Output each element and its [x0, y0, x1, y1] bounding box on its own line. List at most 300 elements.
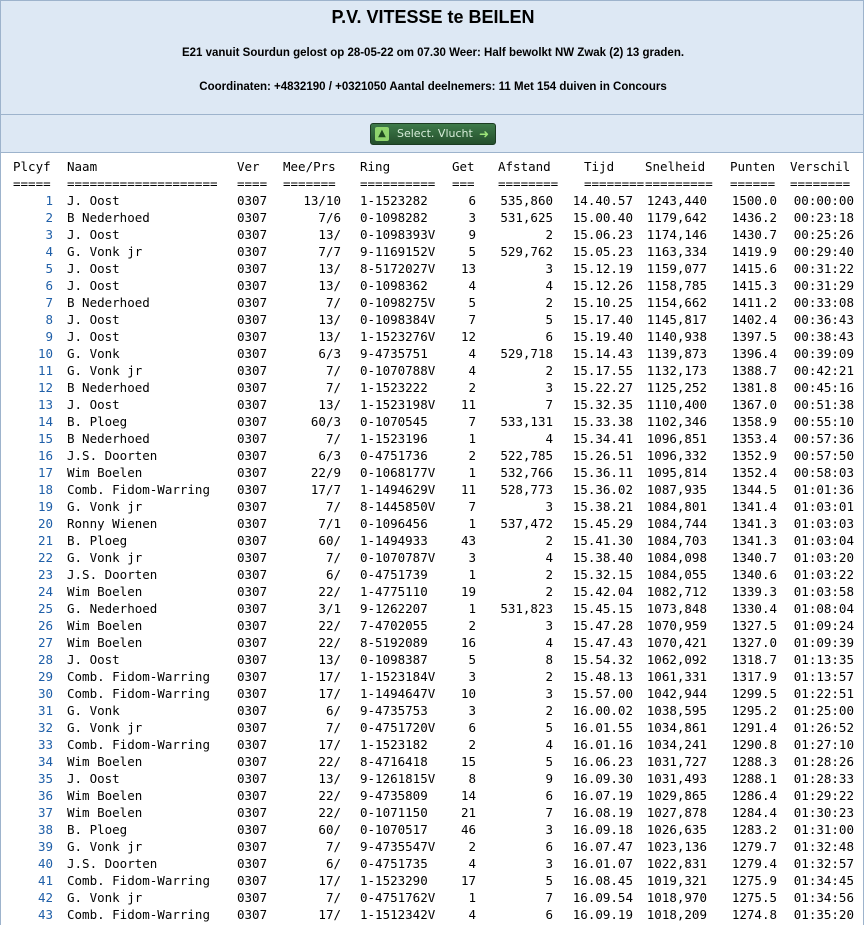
cell-ver: 0307: [237, 516, 268, 531]
cell-tijd: 15.45.29: [572, 516, 633, 531]
cell-afstand: 4: [545, 550, 553, 565]
cell-get: 4: [468, 856, 476, 871]
cell-place: 23: [37, 567, 53, 582]
cell-punten: 1274.8: [731, 907, 777, 922]
cell-place: 8: [45, 312, 53, 327]
table-row: [1, 821, 863, 838]
cell-snelheid: 1243,440: [646, 193, 707, 208]
table-row: [1, 906, 863, 923]
cell-get: 13: [460, 261, 476, 276]
cell-get: 1: [468, 431, 476, 446]
cell-verschil: 01:03:22: [793, 567, 854, 582]
cell-get: 6: [468, 720, 476, 735]
cell-snelheid: 1029,865: [646, 788, 707, 803]
table-row: [1, 634, 863, 651]
cell-mee-prs: 7/: [325, 839, 341, 854]
cell-ring: 1-1523182: [360, 737, 428, 752]
cell-place: 38: [37, 822, 53, 837]
cell-name: J. Oost: [67, 397, 120, 412]
cell-tijd: 16.01.55: [572, 720, 633, 735]
cell-afstand: 3: [545, 822, 553, 837]
cell-punten: 1341.4: [731, 499, 777, 514]
cell-verschil: 00:45:16: [793, 380, 854, 395]
cell-name: G. Vonk jr: [67, 244, 143, 259]
cell-ring: 0-1098362: [360, 278, 428, 293]
cell-name: Wim Boelen: [67, 635, 143, 650]
cell-ring: 8-4716418: [360, 754, 428, 769]
cell-verschil: 01:28:26: [793, 754, 854, 769]
cell-verschil: 01:03:01: [793, 499, 854, 514]
cell-verschil: 01:13:57: [793, 669, 854, 684]
column-header: Verschil: [790, 159, 851, 174]
cell-place: 32: [37, 720, 53, 735]
cell-snelheid: 1070,421: [646, 635, 707, 650]
cell-verschil: 01:03:58: [793, 584, 854, 599]
cell-tijd: 16.09.18: [572, 822, 633, 837]
table-row: [1, 668, 863, 685]
cell-snelheid: 1154,662: [646, 295, 707, 310]
cell-ring: 0-4751736: [360, 448, 428, 463]
cell-place: 4: [45, 244, 53, 259]
cell-place: 22: [37, 550, 53, 565]
cell-mee-prs: 22/: [318, 754, 341, 769]
cell-tijd: 16.09.54: [572, 890, 633, 905]
table-row: [1, 702, 863, 719]
cell-punten: 1317.9: [731, 669, 777, 684]
cell-ver: 0307: [237, 312, 268, 327]
cell-mee-prs: 7/: [325, 295, 341, 310]
cell-name: Comb. Fidom-Warring: [67, 907, 210, 922]
cell-tijd: 15.47.43: [572, 635, 633, 650]
cell-ring: 0-1071150: [360, 805, 428, 820]
cell-mee-prs: 6/3: [318, 346, 341, 361]
cell-snelheid: 1110,400: [646, 397, 707, 412]
cell-mee-prs: 7/: [325, 720, 341, 735]
cell-place: 10: [37, 346, 53, 361]
cell-afstand: 4: [545, 431, 553, 446]
cell-snelheid: 1031,493: [646, 771, 707, 786]
cell-name: J. Oost: [67, 227, 120, 242]
cell-afstand: 529,762: [500, 244, 553, 259]
cell-mee-prs: 3/1: [318, 601, 341, 616]
cell-place: 12: [37, 380, 53, 395]
cell-snelheid: 1038,595: [646, 703, 707, 718]
cell-ver: 0307: [237, 822, 268, 837]
cell-tijd: 15.48.13: [572, 669, 633, 684]
cell-ver: 0307: [237, 210, 268, 225]
table-row: [1, 243, 863, 260]
cell-snelheid: 1096,851: [646, 431, 707, 446]
table-row: [1, 379, 863, 396]
cell-snelheid: 1158,785: [646, 278, 707, 293]
column-header: Tijd: [584, 159, 615, 174]
cell-verschil: 01:34:45: [793, 873, 854, 888]
cell-afstand: 2: [545, 584, 553, 599]
cell-verschil: 01:27:10: [793, 737, 854, 752]
cell-get: 3: [468, 550, 476, 565]
cell-name: J. Oost: [67, 278, 120, 293]
cell-punten: 1291.4: [731, 720, 777, 735]
cell-name: J.S. Doorten: [67, 567, 158, 582]
cell-tijd: 15.42.04: [572, 584, 633, 599]
cell-ring: 0-1070787V: [360, 550, 436, 565]
cell-place: 3: [45, 227, 53, 242]
cell-name: G. Vonk jr: [67, 839, 143, 854]
cell-mee-prs: 6/: [325, 567, 341, 582]
cell-tijd: 15.12.19: [572, 261, 633, 276]
cell-punten: 1344.5: [731, 482, 777, 497]
cell-tijd: 16.09.30: [572, 771, 633, 786]
cell-mee-prs: 7/7: [318, 244, 341, 259]
column-separator: ==========: [360, 176, 436, 191]
cell-afstand: 2: [545, 703, 553, 718]
cell-mee-prs: 7/1: [318, 516, 341, 531]
table-row: [1, 396, 863, 413]
cell-afstand: 4: [545, 278, 553, 293]
cell-get: 4: [468, 278, 476, 293]
cell-afstand: 8: [545, 652, 553, 667]
cell-snelheid: 1096,332: [646, 448, 707, 463]
cell-ring: 1-1523222: [360, 380, 428, 395]
table-row: [1, 515, 863, 532]
column-separator: ========: [584, 176, 645, 191]
cell-name: J. Oost: [67, 652, 120, 667]
cell-tijd: 15.14.43: [572, 346, 633, 361]
column-header: Afstand: [498, 159, 551, 174]
cell-afstand: 2: [545, 533, 553, 548]
cell-tijd: 14.40.57: [572, 193, 633, 208]
cell-mee-prs: 7/: [325, 550, 341, 565]
cell-ring: 0-1070788V: [360, 363, 436, 378]
cell-snelheid: 1019,321: [646, 873, 707, 888]
cell-ring: 0-1098282: [360, 210, 428, 225]
cell-ver: 0307: [237, 431, 268, 446]
cell-ver: 0307: [237, 414, 268, 429]
cell-afstand: 528,773: [500, 482, 553, 497]
cell-verschil: 00:31:22: [793, 261, 854, 276]
cell-place: 35: [37, 771, 53, 786]
cell-ver: 0307: [237, 533, 268, 548]
cell-afstand: 6: [545, 839, 553, 854]
cell-verschil: 00:29:40: [793, 244, 854, 259]
cell-punten: 1341.3: [731, 533, 777, 548]
cell-ver: 0307: [237, 669, 268, 684]
cell-tijd: 16.01.07: [572, 856, 633, 871]
cell-verschil: 01:28:33: [793, 771, 854, 786]
select-flight-button[interactable]: [370, 123, 496, 145]
cell-afstand: 7: [545, 890, 553, 905]
cell-name: Wim Boelen: [67, 618, 143, 633]
cell-get: 1: [468, 601, 476, 616]
cell-snelheid: 1145,817: [646, 312, 707, 327]
column-header: Mee/Prs: [283, 159, 336, 174]
cell-ring: 1-1523196: [360, 431, 428, 446]
cell-verschil: 00:38:43: [793, 329, 854, 344]
cell-punten: 1330.4: [731, 601, 777, 616]
cell-afstand: 529,718: [500, 346, 553, 361]
cell-tijd: 15.36.02: [572, 482, 633, 497]
cell-snelheid: 1084,744: [646, 516, 707, 531]
cell-mee-prs: 60/: [318, 533, 341, 548]
cell-punten: 1275.5: [731, 890, 777, 905]
cell-verschil: 01:03:03: [793, 516, 854, 531]
cell-get: 7: [468, 499, 476, 514]
cell-snelheid: 1070,959: [646, 618, 707, 633]
cell-place: 5: [45, 261, 53, 276]
cell-snelheid: 1061,331: [646, 669, 707, 684]
table-row: [1, 736, 863, 753]
table-row: [1, 294, 863, 311]
cell-name: Ronny Wienen: [67, 516, 158, 531]
cell-name: Comb. Fidom-Warring: [67, 686, 210, 701]
cell-get: 21: [460, 805, 476, 820]
cell-mee-prs: 60/: [318, 822, 341, 837]
cell-tijd: 15.34.41: [572, 431, 633, 446]
cell-name: Wim Boelen: [67, 788, 143, 803]
cell-place: 24: [37, 584, 53, 599]
cell-ver: 0307: [237, 720, 268, 735]
cell-ring: 1-1494629V: [360, 482, 436, 497]
table-row: [1, 549, 863, 566]
cell-punten: 1396.4: [731, 346, 777, 361]
cell-ver: 0307: [237, 907, 268, 922]
cell-tijd: 15.22.27: [572, 380, 633, 395]
cell-punten: 1353.4: [731, 431, 777, 446]
cell-afstand: 4: [545, 737, 553, 752]
table-row: [1, 719, 863, 736]
cell-get: 2: [468, 618, 476, 633]
table-row: [1, 685, 863, 702]
cell-snelheid: 1179,642: [646, 210, 707, 225]
table-row: [1, 498, 863, 515]
cell-place: 19: [37, 499, 53, 514]
cell-name: B Nederhoed: [67, 380, 150, 395]
table-row: [1, 209, 863, 226]
cell-punten: 1388.7: [731, 363, 777, 378]
cell-ring: 0-1096456: [360, 516, 428, 531]
cell-tijd: 15.47.28: [572, 618, 633, 633]
cell-mee-prs: 17/7: [310, 482, 341, 497]
cell-ver: 0307: [237, 856, 268, 871]
cell-punten: 1430.7: [731, 227, 777, 242]
cell-place: 33: [37, 737, 53, 752]
cell-punten: 1367.0: [731, 397, 777, 412]
cell-verschil: 01:35:20: [793, 907, 854, 922]
cell-verschil: 01:34:56: [793, 890, 854, 905]
cell-mee-prs: 13/: [318, 397, 341, 412]
cell-tijd: 15.41.30: [572, 533, 633, 548]
cell-ring: 8-1445850V: [360, 499, 436, 514]
cell-punten: 1279.7: [731, 839, 777, 854]
arrow-right-icon: ➜: [478, 127, 489, 141]
cell-punten: 1411.2: [731, 295, 777, 310]
cell-get: 46: [460, 822, 476, 837]
cell-place: 27: [37, 635, 53, 650]
cell-punten: 1341.3: [731, 516, 777, 531]
pigeon-icon: ▲: [375, 127, 389, 141]
cell-ring: 0-1098384V: [360, 312, 436, 327]
cell-verschil: 01:30:23: [793, 805, 854, 820]
cell-punten: 1295.2: [731, 703, 777, 718]
cell-ver: 0307: [237, 397, 268, 412]
cell-punten: 1288.3: [731, 754, 777, 769]
cell-afstand: 533,131: [500, 414, 553, 429]
cell-snelheid: 1027,878: [646, 805, 707, 820]
cell-punten: 1352.4: [731, 465, 777, 480]
cell-name: G. Vonk jr: [67, 720, 143, 735]
cell-place: 7: [45, 295, 53, 310]
cell-ring: 9-1169152V: [360, 244, 436, 259]
cell-tijd: 16.08.19: [572, 805, 633, 820]
cell-mee-prs: 22/: [318, 788, 341, 803]
cell-snelheid: 1062,092: [646, 652, 707, 667]
cell-snelheid: 1034,861: [646, 720, 707, 735]
cell-tijd: 15.57.00: [572, 686, 633, 701]
cell-snelheid: 1018,970: [646, 890, 707, 905]
cell-verschil: 01:32:48: [793, 839, 854, 854]
cell-punten: 1327.0: [731, 635, 777, 650]
cell-ring: 1-1523198V: [360, 397, 436, 412]
cell-name: G. Vonk: [67, 346, 120, 361]
cell-ver: 0307: [237, 550, 268, 565]
cell-mee-prs: 17/: [318, 907, 341, 922]
cell-name: Wim Boelen: [67, 465, 143, 480]
table-row: [1, 362, 863, 379]
cell-ring: 0-1070517: [360, 822, 428, 837]
cell-get: 43: [460, 533, 476, 548]
cell-name: J. Oost: [67, 771, 120, 786]
cell-get: 1: [468, 890, 476, 905]
cell-afstand: 7: [545, 397, 553, 412]
cell-mee-prs: 22/: [318, 618, 341, 633]
cell-name: J. Oost: [67, 193, 120, 208]
cell-punten: 1288.1: [731, 771, 777, 786]
cell-mee-prs: 13/: [318, 227, 341, 242]
cell-snelheid: 1082,712: [646, 584, 707, 599]
cell-verschil: 00:57:50: [793, 448, 854, 463]
cell-get: 6: [468, 193, 476, 208]
cell-place: 18: [37, 482, 53, 497]
cell-name: G. Vonk jr: [67, 363, 143, 378]
cell-ring: 8-5192089: [360, 635, 428, 650]
cell-tijd: 15.17.55: [572, 363, 633, 378]
cell-place: 37: [37, 805, 53, 820]
cell-tijd: 15.19.40: [572, 329, 633, 344]
cell-place: 25: [37, 601, 53, 616]
table-row: [1, 277, 863, 294]
coordinates-info: Coordinaten: +4832190 / +0321050 Aantal deelnemers: 11 Met 154 duiven in Concours: [199, 81, 667, 93]
column-header: Get: [452, 159, 475, 174]
cell-ring: 1-1523290: [360, 873, 428, 888]
cell-place: 17: [37, 465, 53, 480]
cell-ver: 0307: [237, 873, 268, 888]
cell-punten: 1290.8: [731, 737, 777, 752]
table-row: [1, 328, 863, 345]
cell-name: G. Vonk: [67, 703, 120, 718]
cell-verschil: 01:29:22: [793, 788, 854, 803]
cell-get: 5: [468, 244, 476, 259]
table-row: [1, 787, 863, 804]
column-separator: ===: [452, 176, 475, 191]
cell-get: 1: [468, 516, 476, 531]
cell-mee-prs: 6/: [325, 856, 341, 871]
cell-verschil: 01:03:20: [793, 550, 854, 565]
cell-verschil: 00:57:36: [793, 431, 854, 446]
table-row: [1, 447, 863, 464]
cell-place: 30: [37, 686, 53, 701]
table-row: [1, 651, 863, 668]
cell-punten: 1415.6: [731, 261, 777, 276]
cell-get: 3: [468, 669, 476, 684]
table-row: [1, 872, 863, 889]
cell-snelheid: 1159,077: [646, 261, 707, 276]
cell-name: B. Ploeg: [67, 533, 128, 548]
cell-place: 11: [37, 363, 53, 378]
cell-mee-prs: 13/: [318, 261, 341, 276]
cell-ring: 1-1523184V: [360, 669, 436, 684]
cell-verschil: 00:55:10: [793, 414, 854, 429]
cell-ring: 9-1262207: [360, 601, 428, 616]
cell-ring: 9-4735751: [360, 346, 428, 361]
cell-ver: 0307: [237, 788, 268, 803]
cell-afstand: 6: [545, 329, 553, 344]
cell-snelheid: 1018,209: [646, 907, 707, 922]
cell-get: 4: [468, 907, 476, 922]
cell-verschil: 01:09:39: [793, 635, 854, 650]
cell-tijd: 16.07.19: [572, 788, 633, 803]
cell-ver: 0307: [237, 618, 268, 633]
cell-ring: 0-4751762V: [360, 890, 436, 905]
cell-mee-prs: 7/: [325, 363, 341, 378]
table-row: [1, 345, 863, 362]
cell-snelheid: 1042,944: [646, 686, 707, 701]
column-separator: ======: [730, 176, 776, 191]
cell-place: 15: [37, 431, 53, 446]
cell-snelheid: 1031,727: [646, 754, 707, 769]
cell-get: 3: [468, 703, 476, 718]
cell-place: 36: [37, 788, 53, 803]
cell-afstand: 9: [545, 771, 553, 786]
cell-verschil: 00:25:26: [793, 227, 854, 242]
cell-verschil: 01:22:51: [793, 686, 854, 701]
cell-punten: 1397.5: [731, 329, 777, 344]
cell-afstand: 4: [545, 635, 553, 650]
cell-verschil: 01:09:24: [793, 618, 854, 633]
cell-punten: 1381.8: [731, 380, 777, 395]
cell-tijd: 15.38.21: [572, 499, 633, 514]
cell-ver: 0307: [237, 329, 268, 344]
cell-punten: 1318.7: [731, 652, 777, 667]
cell-tijd: 16.06.23: [572, 754, 633, 769]
cell-name: G. Vonk jr: [67, 550, 143, 565]
cell-get: 19: [460, 584, 476, 599]
cell-ring: 1-1512342V: [360, 907, 436, 922]
cell-tijd: 16.00.02: [572, 703, 633, 718]
cell-afstand: 5: [545, 720, 553, 735]
cell-ver: 0307: [237, 380, 268, 395]
cell-verschil: 00:23:18: [793, 210, 854, 225]
results-table: [0, 153, 864, 925]
cell-afstand: 6: [545, 907, 553, 922]
cell-afstand: 3: [545, 261, 553, 276]
table-row: [1, 838, 863, 855]
select-flight-label: Select. Vlucht: [397, 127, 473, 140]
cell-ring: 1-4775110: [360, 584, 428, 599]
cell-tijd: 16.07.47: [572, 839, 633, 854]
cell-punten: 1352.9: [731, 448, 777, 463]
cell-tijd: 16.01.16: [572, 737, 633, 752]
cell-snelheid: 1022,831: [646, 856, 707, 871]
